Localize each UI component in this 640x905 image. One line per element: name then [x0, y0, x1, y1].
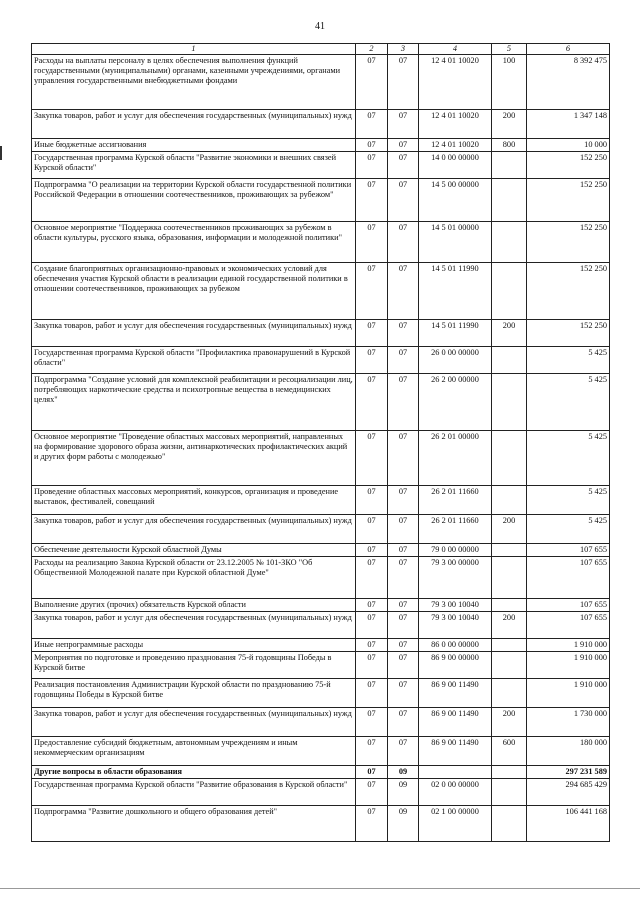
cell-expense-type [492, 485, 527, 514]
cell-expense-type [492, 543, 527, 556]
cell-section: 07 [356, 778, 388, 805]
cell-expense-type [492, 178, 527, 221]
page-number: 41 [315, 21, 325, 32]
margin-mark [0, 146, 2, 160]
cell-subsection: 07 [388, 638, 419, 651]
cell-expense-type [492, 346, 527, 373]
cell-subsection: 07 [388, 430, 419, 485]
cell-expense-type: 200 [492, 707, 527, 736]
table-row [32, 138, 610, 151]
cell-section: 07 [356, 543, 388, 556]
cell-expense-type: 200 [492, 109, 527, 138]
cell-subsection: 07 [388, 651, 419, 678]
table-row [32, 707, 610, 736]
cell-amount: 1 347 148 [527, 109, 610, 138]
cell-amount: 1 910 000 [527, 638, 610, 651]
cell-name: Закупка товаров, работ и услуг для обеспечения государственных (муниципальных) нужд [32, 319, 356, 346]
cell-name: Государственная программа Курской области "Развитие образования в Курской области" [32, 778, 356, 805]
cell-target-item: 02 0 00 00000 [419, 778, 492, 805]
cell-amount: 5 425 [527, 485, 610, 514]
cell-section: 07 [356, 346, 388, 373]
cell-target-item [419, 765, 492, 778]
cell-section: 07 [356, 765, 388, 778]
cell-target-item: 26 0 00 00000 [419, 346, 492, 373]
cell-name: Другие вопросы в области образования [32, 765, 356, 778]
cell-target-item: 79 3 00 10040 [419, 611, 492, 638]
cell-subsection: 09 [388, 778, 419, 805]
cell-section: 07 [356, 514, 388, 543]
cell-amount: 1 730 000 [527, 707, 610, 736]
cell-name: Закупка товаров, работ и услуг для обеспечения государственных (муниципальных) нужд [32, 514, 356, 543]
cell-expense-type [492, 556, 527, 598]
page-bottom-rule [0, 888, 640, 889]
cell-target-item: 14 0 00 00000 [419, 151, 492, 178]
header-col-subsection: 3 [388, 44, 419, 55]
cell-target-item: 12 4 01 10020 [419, 138, 492, 151]
cell-expense-type [492, 651, 527, 678]
cell-subsection: 09 [388, 765, 419, 778]
cell-amount: 5 425 [527, 346, 610, 373]
header-col-name: 1 [32, 44, 356, 55]
cell-section: 07 [356, 736, 388, 765]
cell-amount: 1 910 000 [527, 678, 610, 707]
cell-target-item: 86 9 00 11490 [419, 678, 492, 707]
cell-section: 07 [356, 430, 388, 485]
cell-expense-type: 200 [492, 611, 527, 638]
table-row [32, 54, 610, 109]
header-col-target-item: 4 [419, 44, 492, 55]
table-row [32, 736, 610, 765]
cell-subsection: 07 [388, 178, 419, 221]
cell-section: 07 [356, 373, 388, 430]
cell-name: Основное мероприятие "Поддержка соотечественников проживающих за рубежом в области культуры, русского языка, образования, информации и молодежной политики" [32, 221, 356, 262]
cell-target-item: 12 4 01 10020 [419, 109, 492, 138]
cell-target-item: 14 5 00 00000 [419, 178, 492, 221]
cell-amount: 152 250 [527, 221, 610, 262]
cell-name: Подпрограмма "Развитие дошкольного и общего образования детей" [32, 805, 356, 841]
table-row [32, 556, 610, 598]
cell-section: 07 [356, 138, 388, 151]
cell-subsection: 07 [388, 138, 419, 151]
cell-subsection: 07 [388, 221, 419, 262]
cell-name: Подпрограмма "Создание условий для комплексной реабилитации и ресоциализации лиц, потребляющих наркотические средства и психотропные вещества в немедицинских целях" [32, 373, 356, 430]
table-row [32, 543, 610, 556]
cell-subsection: 07 [388, 543, 419, 556]
cell-name: Расходы на выплаты персоналу в целях обеспечения выполнения функций государственными (муниципальными) органами, казенными учреждениями, органами управления государственными внебюджетными фондами [32, 54, 356, 109]
cell-target-item: 79 3 00 10040 [419, 598, 492, 611]
cell-expense-type: 200 [492, 514, 527, 543]
cell-section: 07 [356, 319, 388, 346]
budget-table [31, 43, 610, 842]
cell-name: Обеспечение деятельности Курской областной Думы [32, 543, 356, 556]
cell-target-item: 12 4 01 10020 [419, 54, 492, 109]
cell-expense-type [492, 765, 527, 778]
table-row [32, 346, 610, 373]
cell-subsection: 07 [388, 109, 419, 138]
cell-expense-type [492, 598, 527, 611]
cell-expense-type [492, 778, 527, 805]
cell-subsection: 07 [388, 262, 419, 319]
cell-amount: 107 655 [527, 598, 610, 611]
cell-name: Закупка товаров, работ и услуг для обеспечения государственных (муниципальных) нужд [32, 611, 356, 638]
cell-subsection: 09 [388, 805, 419, 841]
cell-amount: 8 392 475 [527, 54, 610, 109]
cell-target-item: 26 2 01 11660 [419, 514, 492, 543]
cell-section: 07 [356, 678, 388, 707]
cell-amount: 152 250 [527, 178, 610, 221]
cell-target-item: 86 9 00 11490 [419, 736, 492, 765]
cell-name: Основное мероприятие "Проведение областных массовых мероприятий, направленных на формирование здорового образа жизни, антинаркотических профилактических акций и других форм работы с молодежью" [32, 430, 356, 485]
cell-subsection: 07 [388, 319, 419, 346]
cell-name: Государственная программа Курской области "Профилактика правонарушений в Курской области" [32, 346, 356, 373]
table-row [32, 778, 610, 805]
header-col-amount: 6 [527, 44, 610, 55]
cell-section: 07 [356, 151, 388, 178]
cell-section: 07 [356, 485, 388, 514]
cell-expense-type: 800 [492, 138, 527, 151]
cell-target-item: 26 2 01 00000 [419, 430, 492, 485]
cell-target-item: 86 0 00 00000 [419, 638, 492, 651]
table-row [32, 598, 610, 611]
cell-target-item: 86 9 00 00000 [419, 651, 492, 678]
cell-subsection: 07 [388, 514, 419, 543]
cell-expense-type [492, 430, 527, 485]
cell-section: 07 [356, 805, 388, 841]
cell-name: Иные непрограммные расходы [32, 638, 356, 651]
cell-target-item: 79 0 00 00000 [419, 543, 492, 556]
cell-amount: 107 655 [527, 543, 610, 556]
cell-expense-type: 100 [492, 54, 527, 109]
cell-amount: 107 655 [527, 556, 610, 598]
cell-subsection: 07 [388, 373, 419, 430]
cell-section: 07 [356, 598, 388, 611]
cell-subsection: 07 [388, 598, 419, 611]
cell-name: Мероприятия по подготовке и проведению празднования 75-й годовщины Победы в Курской битве [32, 651, 356, 678]
cell-expense-type: 200 [492, 319, 527, 346]
cell-subsection: 07 [388, 151, 419, 178]
cell-name: Закупка товаров, работ и услуг для обеспечения государственных (муниципальных) нужд [32, 707, 356, 736]
cell-name: Закупка товаров, работ и услуг для обеспечения государственных (муниципальных) нужд [32, 109, 356, 138]
cell-section: 07 [356, 707, 388, 736]
table-row [32, 638, 610, 651]
table-row [32, 262, 610, 319]
table-row [32, 151, 610, 178]
cell-name: Подпрограмма "О реализации на территории Курской области государственной политики Российской Федерации в отношении соотечественников, проживающих за рубежом" [32, 178, 356, 221]
cell-amount: 5 425 [527, 430, 610, 485]
table-row [32, 319, 610, 346]
cell-name: Государственная программа Курской области "Развитие экономики и внешних связей Курской области" [32, 151, 356, 178]
table-row [32, 109, 610, 138]
cell-section: 07 [356, 109, 388, 138]
cell-expense-type [492, 262, 527, 319]
cell-amount: 106 441 168 [527, 805, 610, 841]
table-row [32, 430, 610, 485]
cell-amount: 107 655 [527, 611, 610, 638]
cell-amount: 5 425 [527, 373, 610, 430]
cell-section: 07 [356, 611, 388, 638]
cell-expense-type: 600 [492, 736, 527, 765]
table-row [32, 221, 610, 262]
cell-expense-type [492, 151, 527, 178]
cell-amount: 1 910 000 [527, 651, 610, 678]
cell-subsection: 07 [388, 707, 419, 736]
cell-target-item: 26 2 01 11660 [419, 485, 492, 514]
table-row [32, 765, 610, 778]
cell-amount: 297 231 589 [527, 765, 610, 778]
cell-name: Проведение областных массовых мероприятий, конкурсов, организация и проведение выставок, фестивалей, совещаний [32, 485, 356, 514]
cell-target-item: 26 2 00 00000 [419, 373, 492, 430]
cell-expense-type [492, 638, 527, 651]
cell-section: 07 [356, 262, 388, 319]
header-col-section: 2 [356, 44, 388, 55]
cell-name: Создание благоприятных организационно-правовых и экономических условий для обеспечения участия Курской области в реализации единой государственной политики в отношении соотечественников, проживающих за рубежом [32, 262, 356, 319]
table-row [32, 651, 610, 678]
cell-name: Реализация постановления Администрации Курской области по празднованию 75-й годовщины Победы в Курской битве [32, 678, 356, 707]
cell-amount: 10 000 [527, 138, 610, 151]
cell-subsection: 07 [388, 556, 419, 598]
cell-subsection: 07 [388, 611, 419, 638]
cell-expense-type [492, 221, 527, 262]
cell-subsection: 07 [388, 485, 419, 514]
cell-target-item: 86 9 00 11490 [419, 707, 492, 736]
cell-section: 07 [356, 638, 388, 651]
cell-amount: 294 685 429 [527, 778, 610, 805]
table-body [32, 54, 610, 841]
table-row [32, 485, 610, 514]
cell-expense-type [492, 805, 527, 841]
cell-section: 07 [356, 54, 388, 109]
cell-target-item: 14 5 01 11990 [419, 262, 492, 319]
cell-name: Расходы на реализацию Закона Курской области от 23.12.2005 № 101-ЗКО "Об Общественной Молодежной палате при Курской областной Думе" [32, 556, 356, 598]
cell-expense-type [492, 678, 527, 707]
cell-section: 07 [356, 178, 388, 221]
cell-name: Иные бюджетные ассигнования [32, 138, 356, 151]
cell-subsection: 07 [388, 54, 419, 109]
table-row [32, 373, 610, 430]
cell-section: 07 [356, 651, 388, 678]
cell-subsection: 07 [388, 346, 419, 373]
table-header-row [32, 44, 610, 55]
table-row [32, 805, 610, 841]
cell-amount: 152 250 [527, 262, 610, 319]
cell-target-item: 79 3 00 00000 [419, 556, 492, 598]
cell-target-item: 02 1 00 00000 [419, 805, 492, 841]
cell-expense-type [492, 373, 527, 430]
cell-name: Предоставление субсидий бюджетным, автономным учреждениям и иным некоммерческим организациям [32, 736, 356, 765]
cell-subsection: 07 [388, 736, 419, 765]
table-row [32, 514, 610, 543]
cell-section: 07 [356, 221, 388, 262]
table-row [32, 178, 610, 221]
cell-name: Выполнение других (прочих) обязательств Курской области [32, 598, 356, 611]
cell-amount: 152 250 [527, 319, 610, 346]
cell-target-item: 14 5 01 11990 [419, 319, 492, 346]
cell-amount: 180 000 [527, 736, 610, 765]
header-col-expense-type: 5 [492, 44, 527, 55]
cell-subsection: 07 [388, 678, 419, 707]
cell-section: 07 [356, 556, 388, 598]
table-row [32, 611, 610, 638]
table-row [32, 678, 610, 707]
cell-amount: 152 250 [527, 151, 610, 178]
cell-amount: 5 425 [527, 514, 610, 543]
cell-target-item: 14 5 01 00000 [419, 221, 492, 262]
